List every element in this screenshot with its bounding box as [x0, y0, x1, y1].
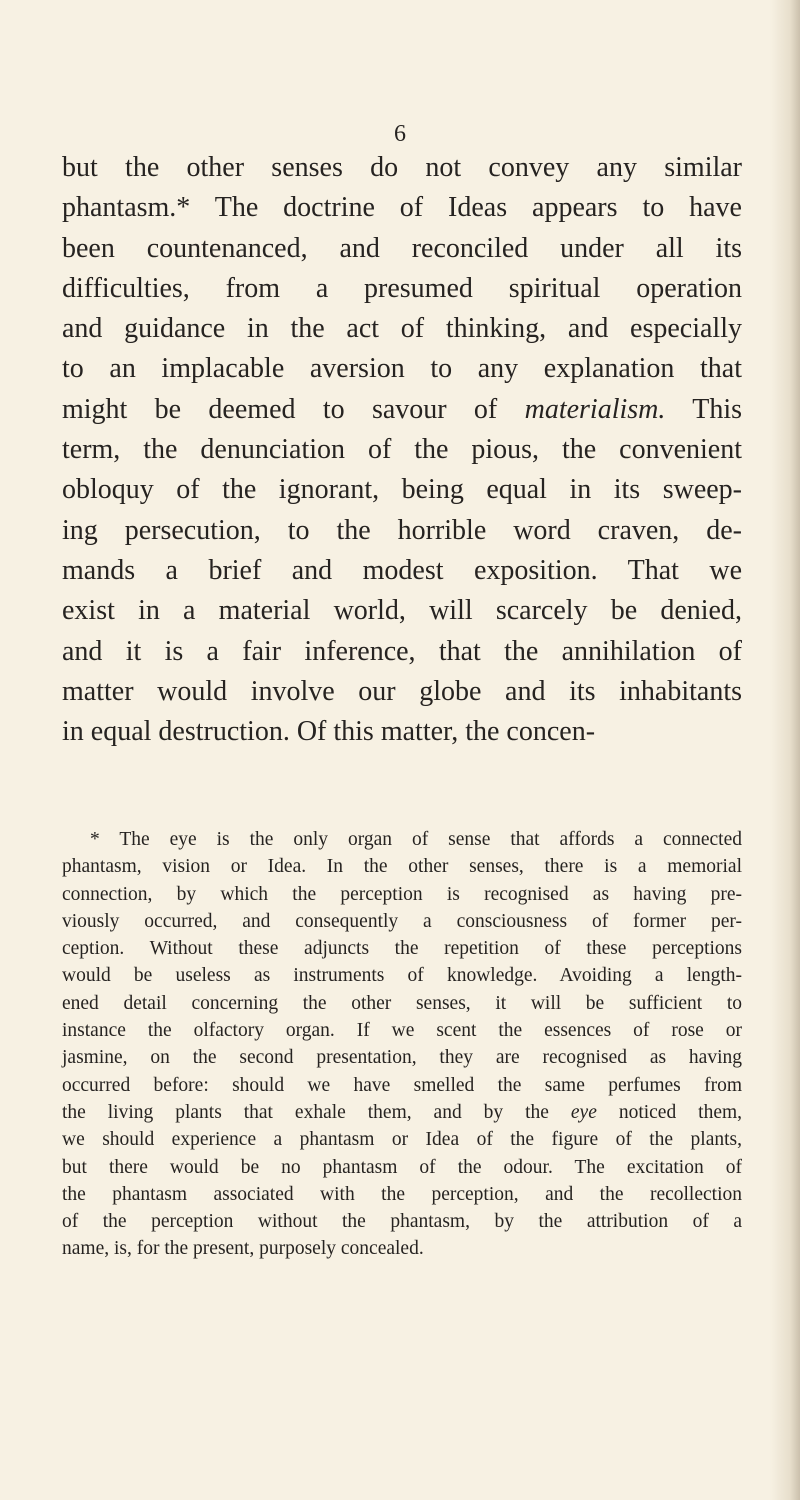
emphasized-word: materialism.	[524, 393, 666, 425]
footnote-line: the phantasm associated with the perception, and the recollection	[62, 1183, 742, 1205]
body-line: to an implacable aversion to any explanation that	[62, 353, 742, 385]
body-line: exist in a material world, will scarcely be denied,	[62, 595, 742, 627]
body-line: matter would involve our globe and its inhabitants	[62, 675, 742, 707]
footnote-line: connection, by which the perception is recognised as having pre-	[62, 883, 742, 905]
body-line: difficulties, from a presumed spiritual operation	[62, 272, 742, 304]
footnote-line: but there would be no phantasm of the odour. The excitation of	[62, 1156, 742, 1178]
emphasized-word: eye	[570, 1101, 597, 1123]
body-line: obloquy of the ignorant, being equal in its sweep-	[62, 474, 742, 506]
footnote-line	[62, 1099, 742, 1126]
footnote-line: jasmine, on the second presentation, they are recognised as having	[62, 1047, 742, 1069]
body-line-text: This	[692, 393, 743, 425]
body-line: ing persecution, to the horrible word craven, de-	[62, 514, 742, 546]
footnote-line: ception. Without these adjuncts the repetition of these perceptions	[62, 938, 742, 960]
body-line	[62, 390, 742, 430]
body-line: term, the denunciation of the pious, the convenient	[62, 434, 742, 466]
footnote	[62, 826, 742, 1263]
body-line: been countenanced, and reconciled under all its	[62, 232, 742, 264]
footnote-line: name, is, for the present, purposely concealed.	[62, 1238, 424, 1260]
footnote-line: phantasm, vision or Idea. In the other senses, there is a memorial	[62, 856, 742, 878]
body-text	[62, 148, 742, 752]
footnote-line: * The eye is the only organ of sense that affords a connected	[90, 829, 742, 850]
footnote-line: instance the olfactory organ. If we scent the essences of rose or	[62, 1020, 742, 1042]
body-line: and it is a fair inference, that the annihilation of	[62, 635, 742, 667]
footnote-line: of the perception without the phantasm, by the attribution of a	[62, 1211, 742, 1233]
body-line: in equal destruction. Of this matter, the concen-	[62, 716, 596, 748]
footnote-line: would be useless as instruments of knowledge. Avoiding a length-	[62, 965, 742, 987]
body-line: but the other senses do not convey any similar	[62, 152, 742, 183]
footnote-line: viously occurred, and consequently a consciousness of former per-	[62, 910, 742, 932]
footnote-line-text: the living plants that exhale them, and by the	[62, 1101, 549, 1123]
body-line: and guidance in the act of thinking, and especially	[62, 313, 742, 345]
footnote-line-text: noticed them,	[618, 1101, 743, 1123]
footnote-line: ened detail concerning the other senses, it will be sufficient to	[62, 992, 742, 1014]
page-number: 6	[394, 121, 406, 147]
body-line: mands a brief and modest exposition. That we	[62, 554, 742, 586]
body-line-text: might be deemed to savour of	[62, 393, 498, 425]
footnote-line: occurred before: should we have smelled the same perfumes from	[62, 1074, 742, 1096]
footnote-line: we should experience a phantasm or Idea of the figure of the plants,	[62, 1129, 742, 1151]
body-line: phantasm.* The doctrine of Ideas appears to have	[62, 192, 742, 224]
